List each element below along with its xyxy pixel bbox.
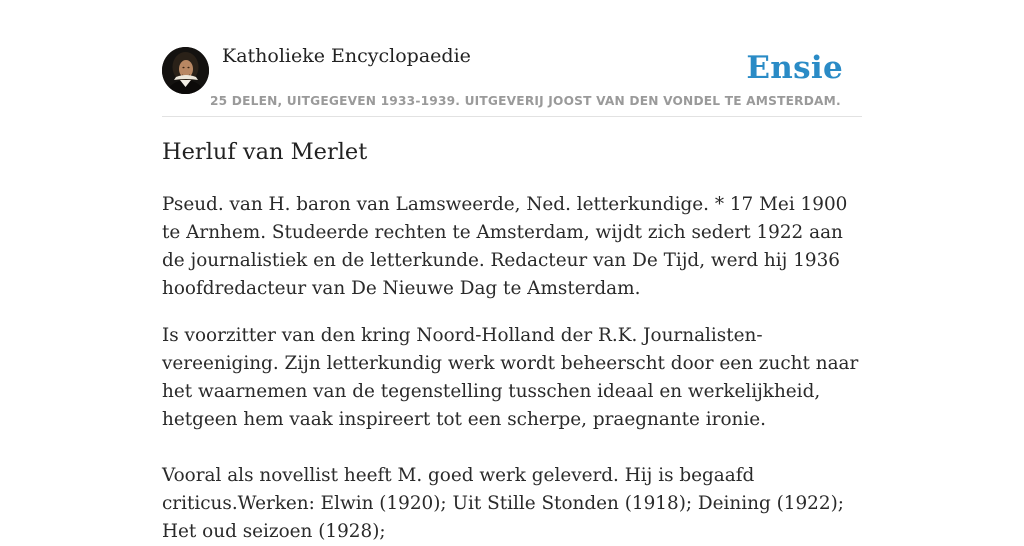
source-title-link[interactable]: Katholieke Encyclopaedie [222, 45, 471, 67]
article-paragraph: Vooral als novellist heeft M. goed werk geleverd. Hij is begaafd criticus.Werken: Elwin (1920); Uit Stille Stonden (1918); Deining (1922); Het oud seizoen (1928); [162, 465, 844, 542]
source-subtitle: 25 DELEN, UITGEGEVEN 1933-1939. UITGEVERIJ JOOST VAN DEN VONDEL TE AMSTERDAM. [210, 94, 841, 108]
article-paragraph: Pseud. van H. baron van Lamsweerde, Ned. letterkundige. * 17 Mei 1900 te Arnhem. Studeerde rechten te Amsterdam, wijdt zich sedert 1922 aan de journalistiek en de letterkunde. Redacteur van De Tijd, werd hij 1936 hoofdredacteur van De Nieuwe Dag te Amsterdam. [162, 194, 848, 299]
source-header [162, 0, 862, 117]
portrait-avatar-icon[interactable] [162, 47, 209, 94]
portrait-image [162, 47, 209, 94]
page-container [162, 0, 862, 542]
article-title: Herluf van Merlet [162, 139, 368, 165]
article-paragraph: Is voorzitter van den kring Noord-Holland der R.K. Journalisten-vereeniging. Zijn letterkundig werk wordt beheerscht door een zucht naar het waarnemen van de tegenstelling tusschen ideaal en werkelijkheid, hetgeen hem vaak inspireert tot een scherpe, praegnante ironie. [162, 325, 859, 430]
ensie-logo-link[interactable]: Ensie [746, 50, 843, 86]
